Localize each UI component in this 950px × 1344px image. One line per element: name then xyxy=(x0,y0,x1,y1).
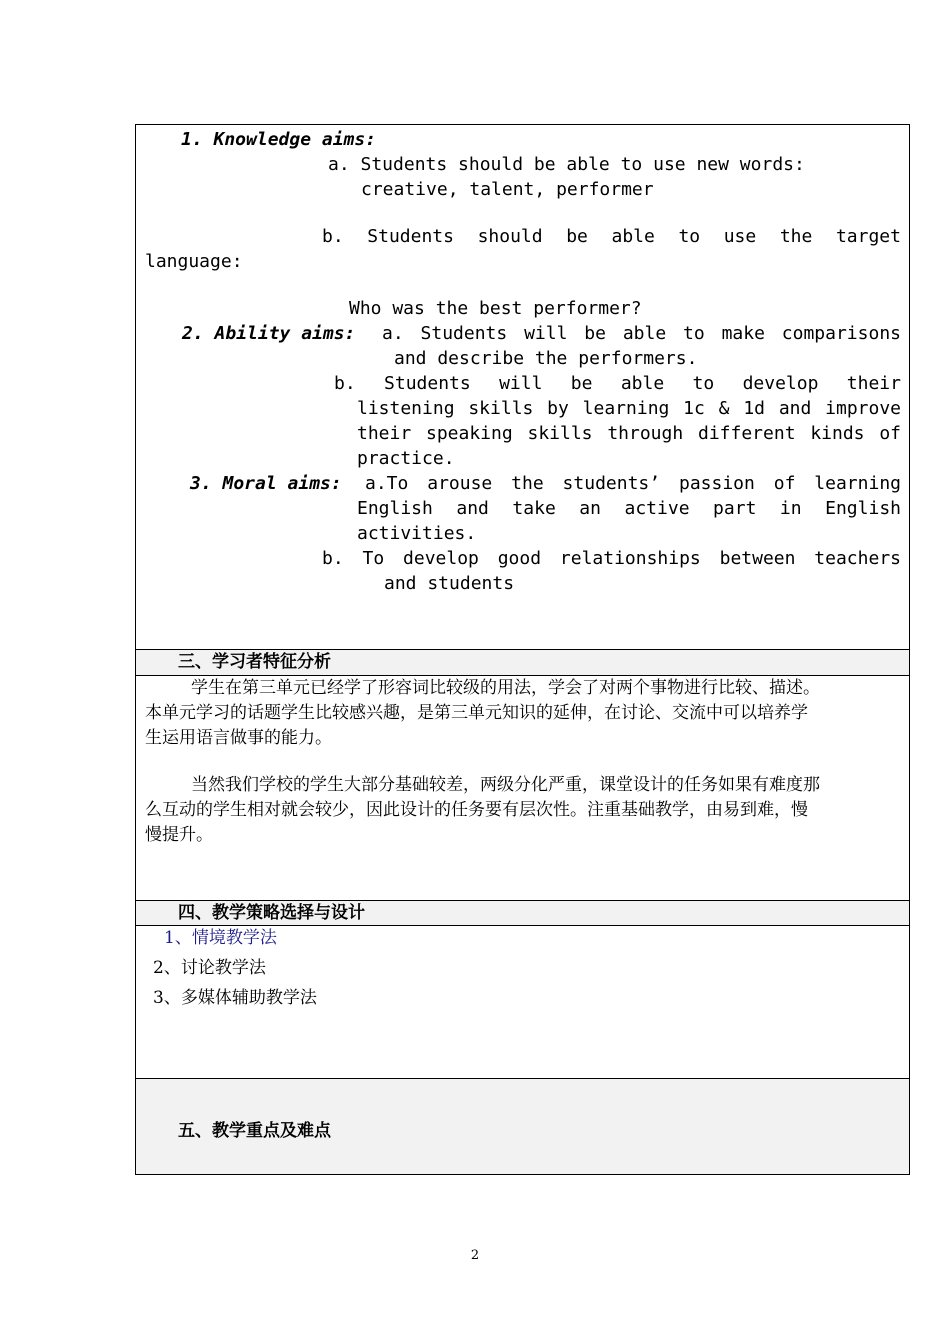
section-3-title: 三、学习者特征分析 xyxy=(178,652,331,672)
knowledge-aim-a-line2: creative, talent, performer xyxy=(361,179,654,200)
ability-aim-a-line2: and describe the performers. xyxy=(394,348,698,369)
word: be xyxy=(566,226,588,247)
moral-aim-a-text: English and take an active part in English xyxy=(357,498,901,519)
section-3-paragraph-2-line-3: 慢提升。 xyxy=(145,825,213,845)
section-4-header xyxy=(136,900,909,926)
page-number: 2 xyxy=(470,1248,480,1263)
section-3-paragraph-1-line-1: 学生在第三单元已经学了形容词比较级的用法，学会了对两个事物进行比较、描述。 xyxy=(191,678,820,698)
strategy-item: 2、讨论教学法 xyxy=(153,958,266,978)
section-4-title: 四、教学策略选择与设计 xyxy=(178,903,365,923)
section-3-header xyxy=(136,649,909,676)
moral-aim-a-line3: activities. xyxy=(357,523,477,544)
section-5-cell xyxy=(136,1078,909,1174)
strategy-item: 1、情境教学法 xyxy=(164,928,277,948)
ability-aim-b-line1 xyxy=(334,371,901,396)
word: the xyxy=(779,226,813,247)
moral-aim-b-line2: and students xyxy=(384,573,515,594)
ability-aim-b-text: b. Students will be able to develop their xyxy=(334,373,901,394)
word: Students xyxy=(367,226,454,247)
moral-aim-a-line2 xyxy=(357,496,901,521)
ability-aim-b-text: their speaking skills through different kinds of xyxy=(357,423,901,444)
word: use xyxy=(723,226,757,247)
knowledge-aims-label: 1. Knowledge aims: xyxy=(181,129,377,150)
section-3-paragraph-2-line-2: 么互动的学生相对就会较少，因此设计的任务要有层次性。注重基础教学，由易到难，慢 xyxy=(145,800,808,820)
knowledge-aim-b-line1 xyxy=(322,224,901,249)
section-5-title: 五、教学重点及难点 xyxy=(178,1121,331,1141)
knowledge-aim-a-line1: a. Students should be able to use new words: xyxy=(328,154,805,175)
moral-aim-b-line1 xyxy=(322,546,901,571)
ability-aim-b-line2 xyxy=(357,396,901,421)
ability-aim-a-line1 xyxy=(382,321,901,346)
section-3-body xyxy=(136,676,909,900)
word: should xyxy=(477,226,543,247)
moral-aim-b-text: b. To develop good relationships between teachers xyxy=(322,548,901,569)
word: b. xyxy=(322,226,344,247)
section-3-paragraph-1-line-3: 生运用语言做事的能力。 xyxy=(145,728,332,748)
aims-cell xyxy=(136,125,909,649)
knowledge-aim-b-line2: language: xyxy=(145,251,243,272)
strategy-item: 3、多媒体辅助教学法 xyxy=(153,988,317,1008)
ability-aim-b-line4: practice. xyxy=(357,448,455,469)
ability-aim-a-text: a. Students will be able to make comparisons xyxy=(382,323,901,344)
section-3-paragraph-1-line-2: 本单元学习的话题学生比较感兴趣，是第三单元知识的延伸，在讨论、交流中可以培养学 xyxy=(145,703,808,723)
moral-aims-label: 3. Moral aims: xyxy=(190,473,342,494)
word: target xyxy=(835,226,901,247)
ability-aim-b-line3 xyxy=(357,421,901,446)
moral-aim-a-text: a.To arouse the students’ passion of learning xyxy=(365,473,901,494)
word: to xyxy=(678,226,701,247)
section-3-paragraph-2-line-1: 当然我们学校的学生大部分基础较差，两级分化严重，课堂设计的任务如果有难度那 xyxy=(191,775,820,795)
ability-aims-label: 2. Ability aims: xyxy=(182,323,356,344)
moral-aim-a-line1 xyxy=(365,471,901,496)
ability-aim-b-text: listening skills by learning 1c & 1d and improve xyxy=(357,398,901,419)
knowledge-aim-b-line3: Who was the best performer? xyxy=(349,298,642,319)
word: able xyxy=(611,226,655,247)
section-4-body xyxy=(136,926,909,1078)
lesson-plan-table xyxy=(135,124,910,1175)
